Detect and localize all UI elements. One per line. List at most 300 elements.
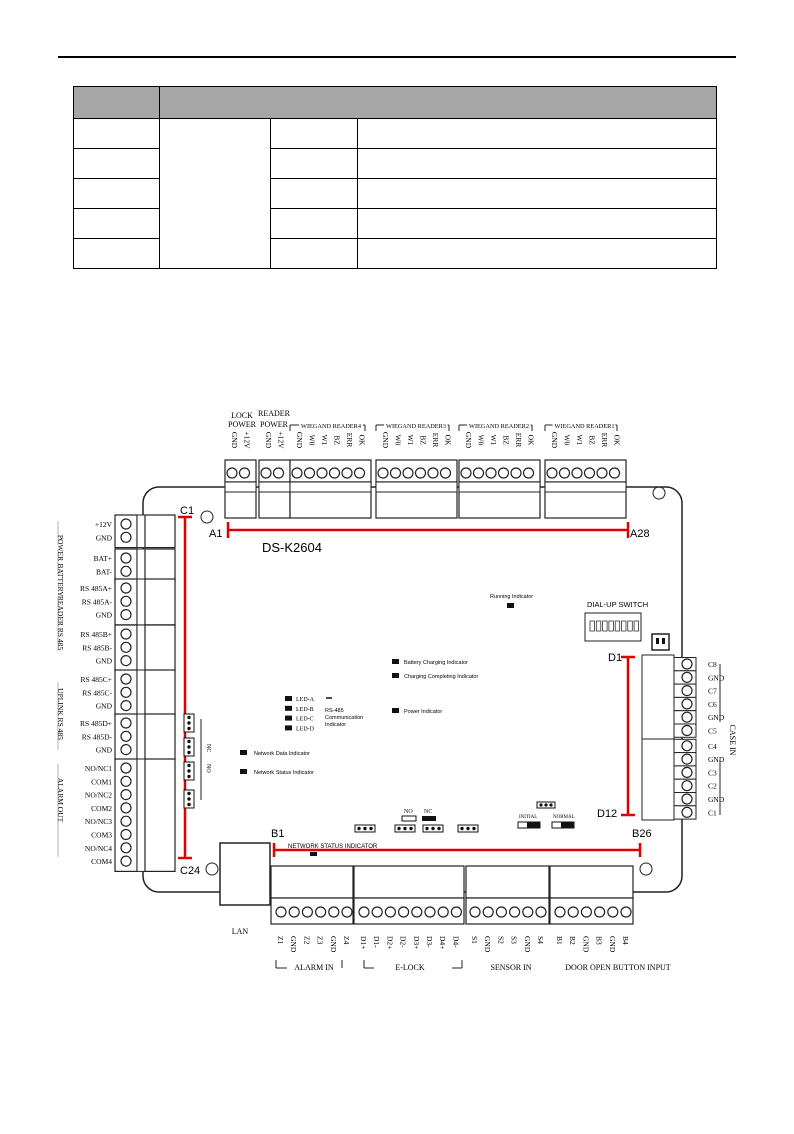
initial-switch-knob — [527, 822, 540, 828]
screw-terminal — [572, 468, 582, 478]
screw-terminal — [121, 642, 131, 652]
screw-terminal — [372, 907, 382, 917]
screw-terminal — [496, 907, 506, 917]
left-pin-label: NO/NC4 — [84, 843, 112, 853]
jumper-pin — [460, 827, 463, 830]
screw-terminal — [547, 468, 557, 478]
screw-terminal — [227, 468, 237, 478]
screw-terminal — [378, 468, 388, 478]
top-pin-label: ERR — [431, 432, 440, 448]
bottom-pin-label: S2 — [496, 936, 506, 944]
marker-a1: A1 — [209, 528, 223, 540]
screw-terminal — [329, 907, 339, 917]
screw-terminal — [289, 907, 299, 917]
jumper-pin — [187, 740, 190, 743]
screw-terminal — [399, 907, 409, 917]
left-terminal-body — [145, 515, 175, 548]
screw-terminal — [682, 686, 692, 696]
bottom-terminal-body — [354, 866, 464, 898]
case-in-label: CASE IN — [728, 724, 737, 756]
screw-terminal — [682, 672, 692, 682]
right-pin-label: GND — [708, 713, 725, 723]
screw-terminal — [682, 712, 692, 722]
screw-terminal — [292, 468, 302, 478]
lock-jumper-cap — [422, 816, 436, 821]
reader-power-label-1: READER — [258, 409, 290, 418]
screw-terminal — [121, 596, 131, 606]
left-pin-label: NO/NC1 — [84, 764, 112, 773]
left-terminal-band — [137, 759, 145, 871]
power-indicator-label: Power Indicator — [404, 709, 443, 715]
jumper-pin — [187, 803, 190, 806]
top-pin-label: W1 — [320, 434, 329, 446]
screw-terminal — [342, 468, 352, 478]
top-pin-label: ERR — [345, 432, 354, 448]
screw-terminal — [274, 468, 284, 478]
screw-terminal — [121, 701, 131, 711]
screw-terminal — [682, 741, 692, 751]
led-label: LED-B — [296, 706, 314, 713]
jumper-pin — [363, 827, 366, 830]
left-pin-label: RS 485B- — [82, 643, 112, 653]
top-pin-label: W0 — [562, 434, 572, 446]
rs485-label-2: Communication — [325, 715, 364, 721]
network-status-label: Network Status Indicator — [254, 770, 314, 776]
bottom-pin-label: B4 — [621, 936, 630, 945]
screw-terminal — [510, 907, 520, 917]
led-label: LED-D — [296, 726, 314, 733]
screw-terminal — [121, 566, 131, 576]
jumper-pin — [472, 827, 475, 830]
right-pin-label: C6 — [708, 699, 717, 709]
left-pin-label: +12V — [94, 520, 112, 529]
left-group-label: BATTERY — [56, 563, 65, 597]
screw-terminal — [121, 816, 131, 826]
screw-terminal — [470, 907, 480, 917]
screw-terminal — [621, 907, 631, 917]
screw-terminal — [121, 830, 131, 840]
left-pin-label: RS 485C- — [82, 688, 112, 698]
top-pin-label: GND — [295, 431, 304, 449]
jumper-pin — [357, 827, 360, 830]
bottom-pin-label: B3 — [594, 936, 604, 945]
left-terminal-body — [145, 549, 175, 582]
bottom-pin-label: D1+ — [359, 936, 368, 950]
bottom-pin-label: GND — [328, 936, 338, 953]
led-network-status — [240, 769, 247, 774]
bottom-pin-label: D1- — [372, 936, 382, 948]
screw-terminal — [355, 468, 365, 478]
jumper-pin — [187, 727, 190, 730]
screw-terminal — [597, 468, 607, 478]
left-pin-label: RS 485B+ — [80, 630, 112, 639]
left-terminal-body — [145, 759, 175, 871]
tamper-connector — [652, 634, 669, 650]
top-pin-label: W1 — [489, 434, 498, 446]
bottom-pin-label: Z1 — [276, 936, 285, 945]
screw-terminal — [121, 763, 131, 773]
top-pin-label: GND — [264, 431, 273, 449]
left-pin-label: NO/NC2 — [84, 790, 112, 800]
screw-terminal — [316, 907, 326, 917]
right-pin-label: C4 — [708, 741, 717, 751]
screw-terminal — [391, 468, 401, 478]
led-network-data — [240, 750, 247, 755]
screw-terminal — [682, 794, 692, 804]
screw-terminal — [121, 745, 131, 755]
dip-switch — [609, 621, 614, 631]
bottom-pin-label: D2+ — [385, 936, 395, 950]
net-status-ind-label: NETWORK STATUS INDICATOR — [288, 844, 378, 850]
screw-terminal — [682, 754, 692, 764]
screw-terminal — [682, 781, 692, 791]
screw-terminal — [121, 519, 131, 529]
left-pin-label: BAT- — [96, 567, 112, 577]
bottom-terminal-body — [271, 866, 353, 898]
bottom-pin-label: Z3 — [315, 936, 325, 945]
screw-terminal — [555, 907, 565, 917]
screw-terminal — [511, 468, 521, 478]
bottom-pin-label: GND — [607, 936, 617, 953]
tamper-pin — [656, 638, 659, 644]
jumper-pin — [187, 775, 190, 778]
screw-terminal — [595, 907, 605, 917]
bottom-group-label: DOOR OPEN BUTTON INPUT — [565, 963, 671, 972]
marker-d1: D1 — [608, 652, 623, 664]
screw-terminal — [608, 907, 618, 917]
bottom-pin-label: S4 — [536, 936, 545, 944]
marker-b26: B26 — [632, 828, 652, 840]
jumper-pin — [187, 716, 190, 719]
screw-terminal — [121, 532, 131, 542]
left-pin-label: GND — [95, 701, 112, 711]
left-pin-label: RS 485D- — [81, 732, 112, 742]
left-pin-label: COM2 — [91, 803, 112, 813]
jumper-pin — [187, 721, 190, 724]
screw-terminal — [121, 718, 131, 728]
screw-terminal — [474, 468, 484, 478]
left-pin-label: GND — [95, 533, 112, 543]
dip-switch — [622, 621, 627, 631]
screw-terminal — [121, 553, 131, 563]
screw-terminal — [330, 468, 340, 478]
screw-terminal — [302, 907, 312, 917]
screw-terminal — [610, 468, 620, 478]
left-group-label: UPLINK RS 485 — [56, 688, 65, 740]
led-label: LED-C — [296, 716, 314, 723]
jumper-pin — [549, 803, 552, 806]
battery-charging-label: Battery Charging Indicator — [404, 660, 468, 666]
screw-terminal — [121, 731, 131, 741]
bottom-pin-label: Z4 — [342, 936, 351, 945]
left-pin-label: GND — [95, 610, 112, 620]
bottom-pin-label: B1 — [555, 936, 564, 945]
dip-switch — [596, 621, 601, 631]
left-terminal-body — [145, 579, 175, 625]
bottom-group-label: ALARM IN — [294, 963, 334, 972]
rs485-label-3: Indicator — [325, 722, 347, 728]
jumper-pin — [466, 827, 469, 830]
dialup-switch-label: DIAL-UP SWITCH — [587, 600, 649, 609]
left-terminal-body — [145, 714, 175, 760]
normal-switch-knob — [561, 822, 574, 828]
wiegand-header-label: WIEGAND READER2 — [469, 423, 529, 430]
left-terminal-band — [137, 670, 145, 716]
left-terminal-band — [137, 579, 145, 625]
dip-switch — [590, 621, 595, 631]
screw-terminal — [581, 907, 591, 917]
led-label: LED-A — [296, 697, 314, 703]
screw-terminal — [524, 468, 534, 478]
screw-terminal — [682, 699, 692, 709]
reader-power-label-2: POWER — [260, 420, 288, 429]
jumper-pin — [369, 827, 372, 830]
screw-terminal — [121, 843, 131, 853]
screw-terminal — [682, 726, 692, 736]
screw-terminal — [121, 776, 131, 786]
reader-power-terminal-band — [259, 482, 290, 492]
charging-completing-label: Charging Completing Indicator — [404, 674, 479, 680]
led-battery-charging — [392, 659, 399, 664]
screw-terminal — [425, 907, 435, 917]
bottom-terminal-body — [550, 866, 633, 898]
right-pin-label: C7 — [708, 686, 717, 696]
screw-terminal — [121, 610, 131, 620]
screw-terminal — [121, 674, 131, 684]
left-terminal-body — [145, 625, 175, 671]
lock-power-label-2: POWER — [228, 420, 256, 429]
rs485-label-1: RS-485 — [325, 708, 344, 714]
screw-terminal — [385, 907, 395, 917]
top-pin-label: GND — [230, 431, 239, 449]
right-pin-label: C2 — [708, 781, 717, 791]
left-pin-label: GND — [95, 656, 112, 666]
lan-label: LAN — [231, 927, 249, 936]
right-pin-label: GND — [708, 755, 725, 765]
jumper-nc-label: NC — [205, 744, 211, 753]
jumper-pin — [187, 751, 190, 754]
bottom-pin-label: B2 — [568, 936, 578, 945]
screw-terminal — [261, 468, 271, 478]
left-terminal-band — [137, 714, 145, 760]
bottom-pin-label: D2- — [398, 936, 408, 948]
jumper-pin — [187, 764, 190, 767]
left-pin-label: RS 485D+ — [80, 719, 112, 728]
dip-switch — [615, 621, 620, 631]
screw-terminal — [121, 790, 131, 800]
jumper-pin — [187, 769, 190, 772]
led-led-a — [285, 696, 292, 701]
jumper-pin — [544, 803, 547, 806]
wiegand-1-terminal-band — [545, 482, 626, 492]
jumper-pin — [437, 827, 440, 830]
top-pin-label: W1 — [406, 434, 415, 446]
running-indicator-label: Running Indicator — [490, 594, 534, 600]
screw-terminal — [560, 468, 570, 478]
top-pin-label: GND — [381, 431, 390, 449]
screw-terminal — [451, 907, 461, 917]
screw-terminal — [121, 629, 131, 639]
lock-nc-label: NC — [424, 809, 433, 815]
left-pin-label: GND — [95, 745, 112, 755]
jumper-pin — [425, 827, 428, 830]
screw-terminal — [499, 468, 509, 478]
top-pin-label: BZ — [587, 435, 597, 445]
screw-terminal — [276, 907, 286, 917]
left-terminal-body — [145, 670, 175, 716]
bottom-pin-label: GND — [289, 936, 299, 953]
case-in-block-upper — [642, 655, 674, 739]
screw-terminal — [240, 468, 250, 478]
screw-terminal — [585, 468, 595, 478]
marker-c1: C1 — [180, 505, 195, 517]
bottom-pin-label: D3+ — [411, 936, 421, 950]
top-pin-label: BZ — [418, 435, 428, 445]
dip-switch — [634, 621, 639, 631]
screw-terminal — [121, 856, 131, 866]
top-pin-label: OK — [612, 434, 622, 446]
lock-power-terminal-band — [225, 482, 256, 492]
top-pin-label: W0 — [476, 434, 486, 446]
bottom-group-label: SENSOR IN — [490, 963, 532, 972]
left-terminal-band — [137, 549, 145, 582]
screw-terminal — [682, 767, 692, 777]
top-pin-label: +12V — [242, 431, 252, 449]
initial-label: INITIAL — [519, 815, 538, 820]
bottom-pin-label: GND — [522, 936, 532, 953]
left-pin-label: RS 485C+ — [80, 675, 112, 684]
left-group-label: ALARM OUT — [56, 777, 65, 823]
jumper-pin — [187, 797, 190, 800]
normal-label: NORMAL — [553, 815, 575, 820]
top-pin-label: BZ — [332, 435, 342, 445]
left-pin-label: BAT+ — [93, 554, 112, 563]
led-led-d — [285, 725, 292, 730]
wiegand-2-terminal-band — [459, 482, 540, 492]
bottom-pin-label: S3 — [509, 936, 519, 944]
left-pin-label: RS 485A- — [81, 597, 112, 607]
jumper-pin — [431, 827, 434, 830]
left-pin-label: COM1 — [91, 777, 112, 787]
left-terminal-band — [137, 515, 145, 548]
bottom-group-label: E-LOCK — [395, 963, 425, 972]
bottom-pin-label: GND — [483, 936, 493, 953]
led-running — [507, 603, 514, 608]
right-pin-label: C1 — [708, 808, 717, 818]
screw-terminal — [568, 907, 578, 917]
right-pin-label: GND — [708, 673, 725, 683]
jumper-pin — [539, 803, 542, 806]
marker-c24: C24 — [180, 865, 201, 877]
left-group-label: READER RS 485 — [56, 595, 65, 651]
screw-terminal — [121, 803, 131, 813]
wiegand-header-label: WIEGAND READER4 — [301, 423, 361, 430]
screw-terminal — [121, 687, 131, 697]
case-in-block-lower — [642, 739, 674, 820]
top-pin-label: W0 — [393, 434, 403, 446]
wiegand-3-terminal-band — [376, 482, 457, 492]
screw-terminal — [317, 468, 327, 478]
screw-terminal — [121, 583, 131, 593]
screw-terminal — [486, 468, 496, 478]
right-pin-label: C8 — [708, 660, 717, 669]
top-pin-label: W1 — [575, 434, 584, 446]
screw-terminal — [305, 468, 315, 478]
top-pin-label: GND — [464, 431, 473, 449]
right-pin-label: C3 — [708, 768, 717, 778]
screw-terminal — [682, 659, 692, 669]
left-pin-label: NO/NC3 — [84, 817, 112, 827]
wiegand-4-terminal-band — [290, 482, 371, 492]
marker-a28: A28 — [630, 528, 650, 540]
screw-terminal — [416, 468, 426, 478]
left-pin-label: COM4 — [91, 857, 112, 867]
screw-terminal — [412, 907, 422, 917]
jumper-pin — [187, 745, 190, 748]
lock-no-label: NO — [404, 809, 413, 815]
dip-switch — [603, 621, 608, 631]
lock-jumper-cap — [402, 816, 416, 821]
wiegand-header-label: WIEGAND READER1 — [554, 423, 615, 430]
led-led-b — [285, 706, 292, 711]
top-pin-label: ERR — [514, 432, 523, 448]
bottom-terminal-body — [466, 866, 549, 898]
marker-d12: D12 — [597, 808, 618, 820]
jumper-pin — [187, 792, 190, 795]
bottom-pin-label: D4+ — [438, 936, 448, 950]
network-data-label: Network Data Indicator — [254, 751, 310, 757]
left-pin-label: RS 485A+ — [80, 584, 112, 593]
screw-terminal — [428, 468, 438, 478]
top-pin-label: OK — [526, 434, 536, 446]
screw-terminal — [438, 907, 448, 917]
screw-terminal — [483, 907, 493, 917]
bottom-pin-label: S1 — [470, 936, 479, 944]
top-pin-label: +12V — [276, 431, 286, 449]
lock-power-label-1: LOCK — [231, 411, 253, 420]
model-label: DS-K2604 — [262, 540, 322, 555]
top-pin-label: GND — [550, 431, 559, 449]
screw-terminal — [461, 468, 471, 478]
jumper-pin — [409, 827, 412, 830]
top-pin-label: OK — [357, 434, 367, 446]
lan-port — [220, 843, 270, 905]
right-pin-label: C5 — [708, 726, 717, 736]
led-charging-completing — [392, 673, 399, 678]
screw-terminal — [342, 907, 352, 917]
right-pin-label: GND — [708, 795, 725, 804]
left-terminal-band — [137, 625, 145, 671]
led-net-status — [310, 852, 317, 856]
marker-b1: B1 — [271, 828, 285, 840]
screw-terminal — [359, 907, 369, 917]
top-pin-label: ERR — [600, 432, 609, 448]
bottom-pin-label: D3- — [425, 936, 434, 948]
top-pin-label: BZ — [501, 435, 511, 445]
wiegand-header-label: WIEGAND READER3 — [386, 423, 446, 430]
bottom-pin-label: GND — [581, 936, 591, 953]
left-group-label: POWER — [56, 534, 65, 562]
bottom-pin-label: Z2 — [302, 936, 312, 945]
jumper-no-label: NO — [205, 764, 211, 773]
jumper-pin — [403, 827, 406, 830]
top-pin-label: W0 — [307, 434, 317, 446]
screw-terminal — [523, 907, 533, 917]
screw-terminal — [441, 468, 451, 478]
top-pin-label: OK — [443, 434, 453, 446]
dip-switch — [628, 621, 633, 631]
screw-terminal — [682, 807, 692, 817]
